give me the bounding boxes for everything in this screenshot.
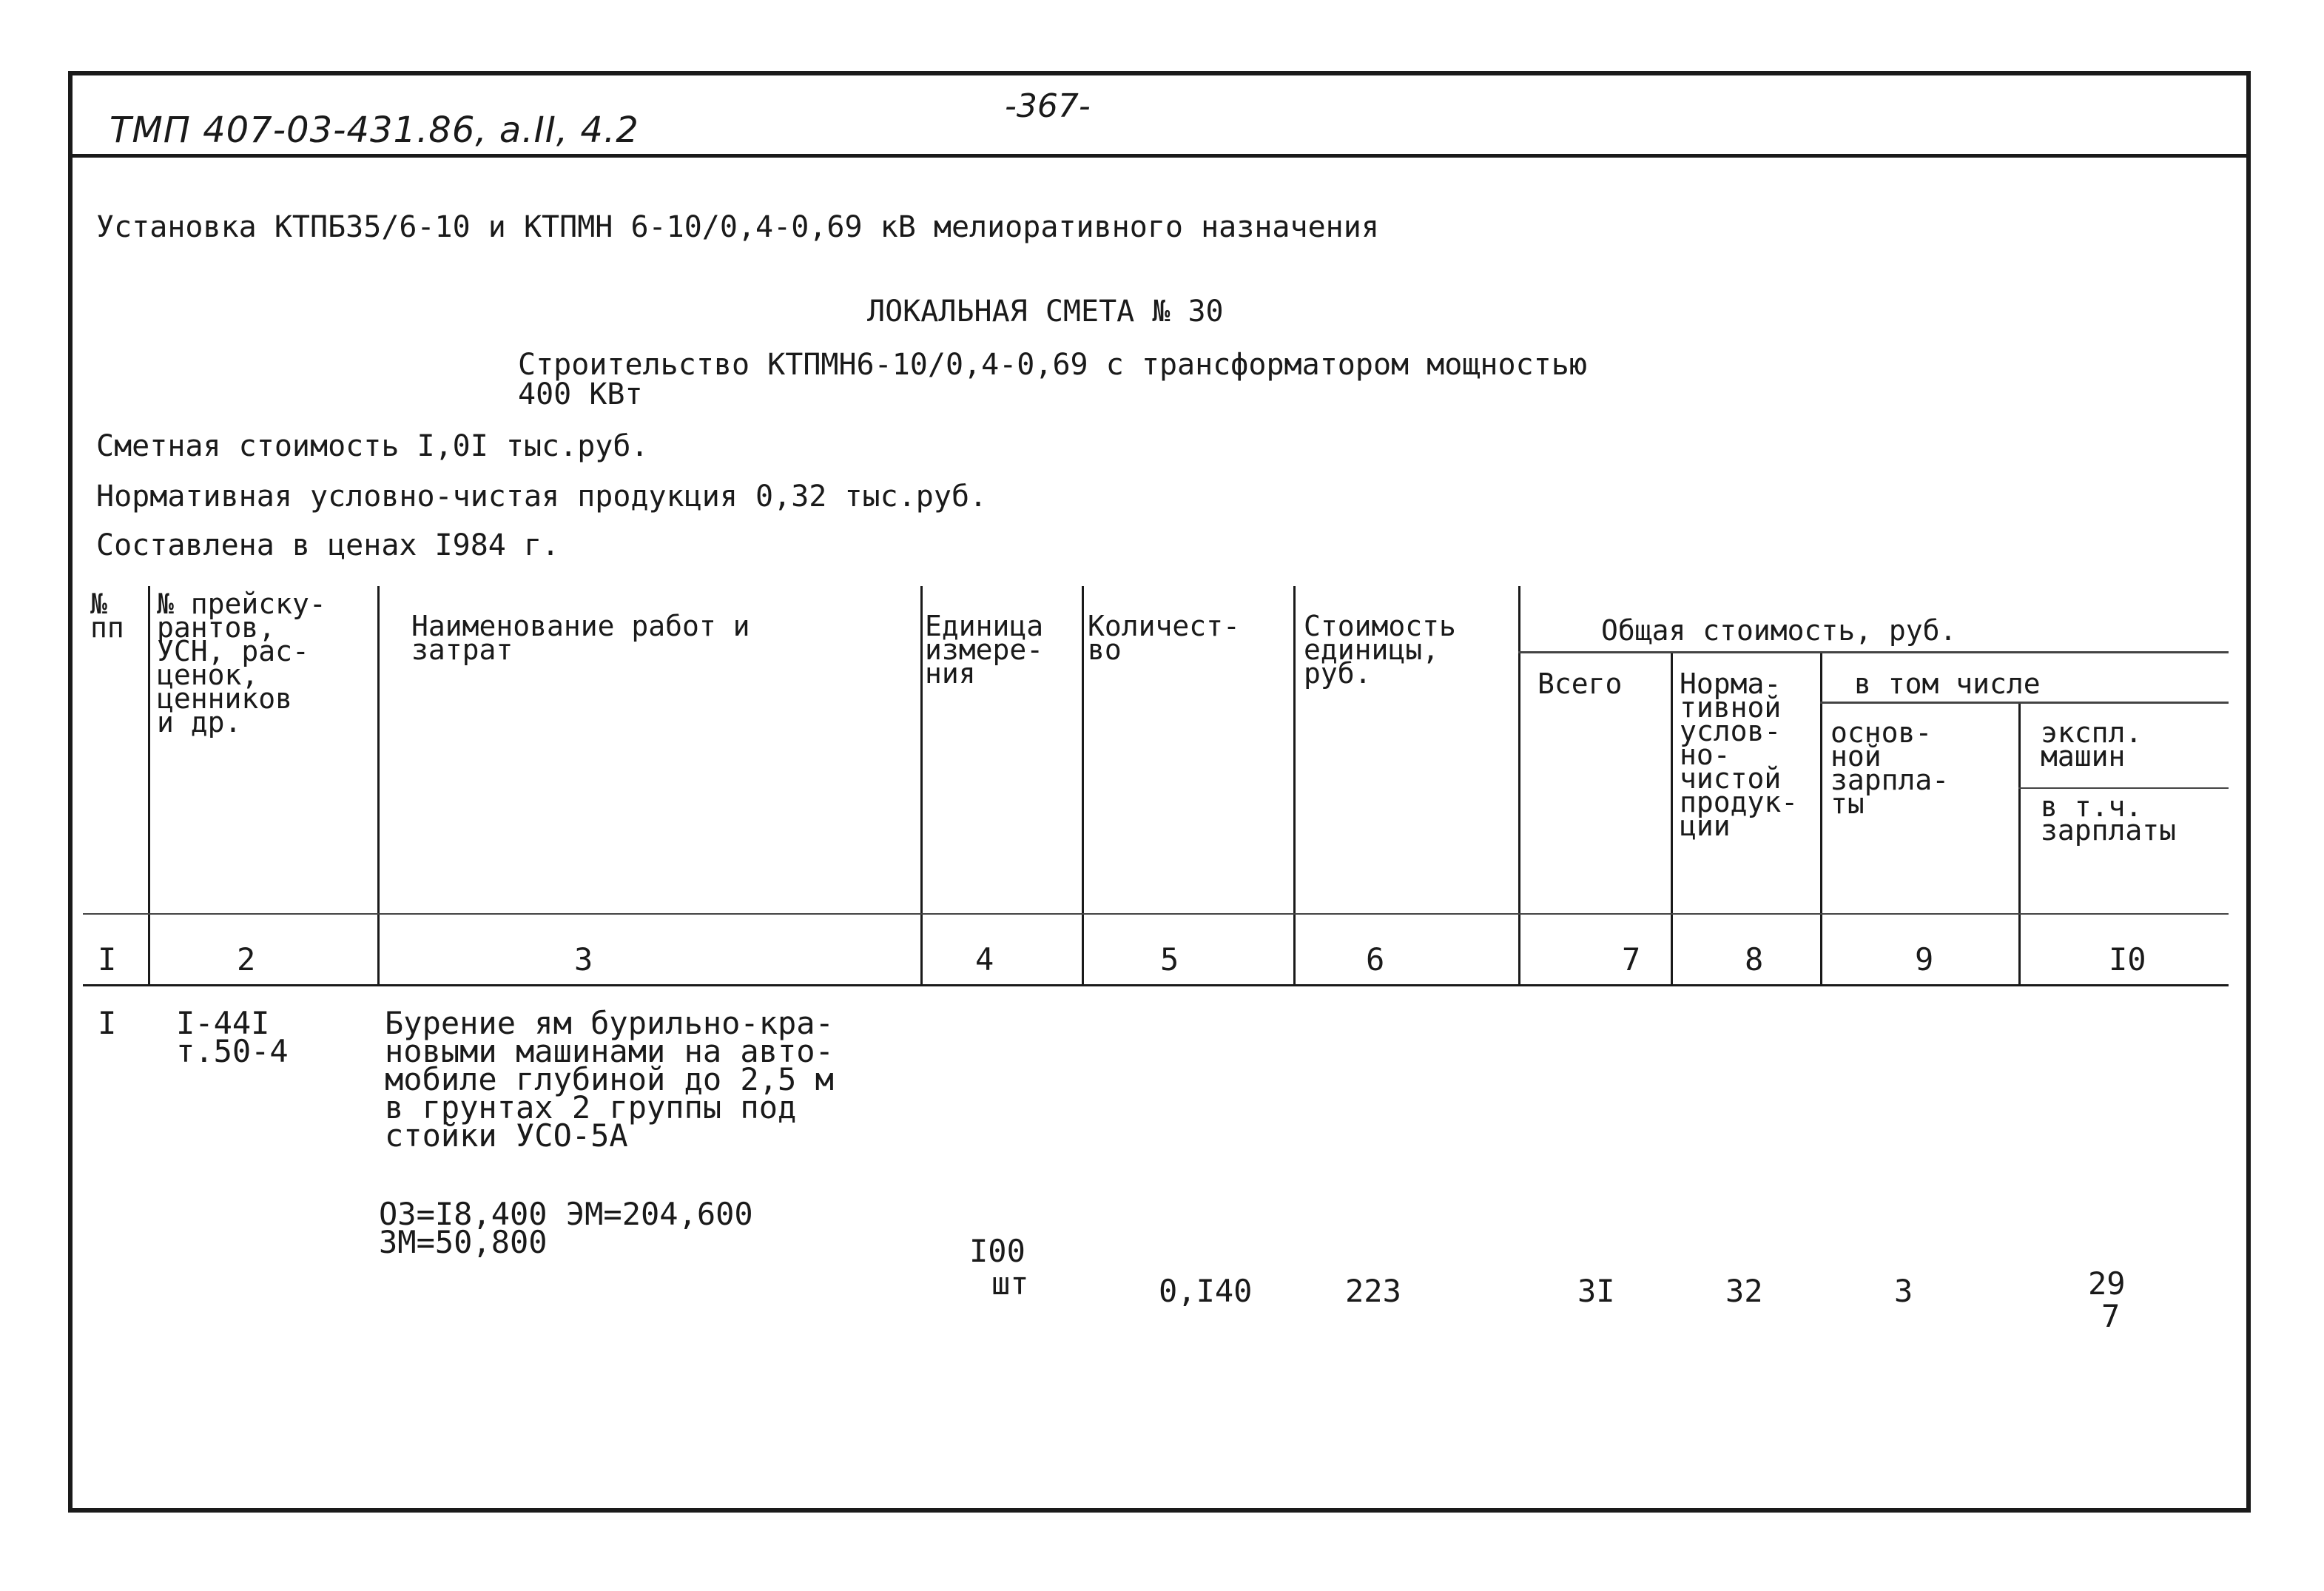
machines-split-rule (2018, 787, 2229, 789)
normative-product: Нормативная условно-чистая продукция 0,32 тыс.руб. (96, 480, 988, 514)
column-numbers-rule (83, 984, 2229, 986)
row-work-name: Бурение ям бурильно-кра- новыми машинами на авто- мобиле глубиной до 2,5 м в грунтах 2 группы под стойки УСО-5А (385, 1005, 834, 1154)
row-unit-cost: 223 (1345, 1273, 1401, 1309)
header-including-group: в том числе (1854, 667, 2041, 700)
subgroup-header-rule (1820, 702, 2229, 704)
column-number: 5 (1160, 941, 1179, 978)
column-number: I (98, 941, 117, 978)
header-base-salary: основ- ной зарпла- ты (1830, 716, 1950, 820)
header-total: Всего (1537, 667, 1623, 700)
header-num: № пп (90, 588, 124, 644)
column-number: 6 (1366, 941, 1385, 978)
col-divider-4 (1082, 586, 1084, 986)
col-divider-9 (2018, 703, 2021, 986)
group-header-rule (1518, 651, 2229, 653)
row-code: I-44I т.50-4 (176, 1005, 289, 1069)
header-unit: Единица измере- ния (925, 610, 1044, 690)
column-number: 3 (574, 941, 593, 978)
row-machines: 29 (2088, 1265, 2126, 1302)
header-bottom-rule (83, 913, 2229, 915)
column-number: 2 (237, 941, 256, 978)
row-norms: ОЗ=I8,400 ЭМ=204,600 ЗМ=50,800 (379, 1196, 753, 1260)
document-subtitle: Установка КТПБ35/6-10 и КТПМН 6-10/0,4-0,69 кВ мелиоративного назначения (96, 210, 1379, 244)
header-machines: экспл. машин (2041, 716, 2143, 773)
row-number: I (98, 1005, 117, 1041)
header-quantity: Количест- во (1088, 610, 1240, 666)
row-base-salary: 3 (1894, 1273, 1913, 1309)
estimated-cost: Сметная стоимость I,0I тыс.руб. (96, 429, 649, 463)
header-unit-cost: Стоимость единицы, руб. (1304, 610, 1456, 690)
row-total: 3I (1577, 1273, 1615, 1309)
col-divider-7 (1671, 653, 1673, 986)
column-number: 9 (1915, 941, 1934, 978)
construction-line-1: Строительство КТПМН6-10/0,4-0,69 с трансформатором мощностью (518, 348, 1587, 382)
header-divider (68, 154, 2251, 158)
document-stamp: ТМП 407-03-431.86, а.II, 4.2 (110, 110, 639, 151)
column-number: 4 (975, 941, 994, 978)
row-unit-top: I00 (969, 1233, 1025, 1269)
column-number: 7 (1622, 941, 1641, 978)
row-normative: 32 (1725, 1273, 1763, 1309)
header-normative: Норма- тивной услов- но- чистой продук- ции (1680, 667, 1799, 842)
construction-line-2: 400 КВт (518, 377, 643, 411)
col-divider-2 (377, 586, 380, 986)
prices-year: Составлена в ценах I984 г. (96, 528, 560, 562)
header-name: Наименование работ и затрат (411, 610, 750, 666)
row-unit-bottom: шт (991, 1265, 1029, 1302)
header-machines-salary: в т.ч. зарплаты (2041, 790, 2177, 847)
col-divider-5 (1293, 586, 1296, 986)
col-divider-1 (148, 586, 150, 986)
page-number: -367- (1005, 87, 1091, 125)
row-quantity: 0,I40 (1159, 1273, 1253, 1309)
column-number: I0 (2109, 941, 2146, 978)
column-number: 8 (1745, 941, 1764, 978)
col-divider-6 (1518, 586, 1520, 986)
header-total-group: Общая стоимость, руб. (1601, 614, 1957, 647)
col-divider-3 (920, 586, 923, 986)
row-machines-salary: 7 (2101, 1298, 2121, 1334)
document-title: ЛОКАЛЬНАЯ СМЕТА № 30 (867, 295, 1224, 329)
header-code: № прейску- рантов, УСН, рас- ценок, ценников и др. (157, 588, 326, 739)
